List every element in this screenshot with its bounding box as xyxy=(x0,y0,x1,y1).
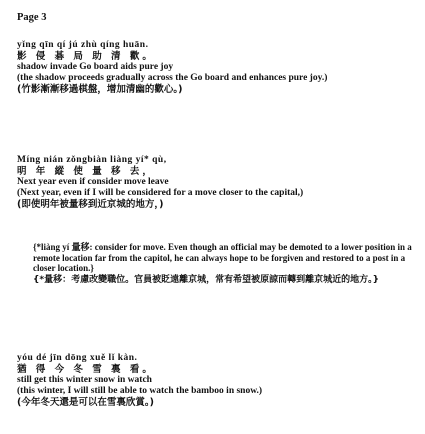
hanzi-line: 明 年 縱 使 量 移 去， xyxy=(17,166,155,177)
gloss-line: Next year even if consider move leave xyxy=(17,177,169,187)
chinese-translation: (竹影漸漸移過棋盤，增加清幽的歡心。) xyxy=(17,83,183,95)
page-label: Page 3 xyxy=(17,12,47,23)
footnote-chinese: {*量移：考慮改變職位。官員被貶遠離京城，常有希望被原諒而轉到離京城近的地方。} xyxy=(33,274,380,285)
footnote-english: {*liàng yí 量移: consider for move. Even though an official may be demoted to a lower position in a remote location far from the capitol, he can always hope to be forgiven and restored to a post in a closer location.} xyxy=(33,242,412,273)
chinese-translation: (即使明年被量移到近京城的地方，) xyxy=(17,198,164,210)
gloss-line: shadow invade Go board aids pure joy xyxy=(17,62,174,72)
pinyin-line: Míng nián zǒngbiàn liàng yí* qù, xyxy=(17,155,167,165)
english-translation: (the shadow proceeds gradually across the Go board and enhances pure joy.) xyxy=(17,73,328,83)
gloss-line: still get this winter snow in watch xyxy=(17,375,152,385)
pinyin-line: yǐng qīn qí jú zhù qíng huān. xyxy=(17,40,149,50)
english-translation: (this winter, I will still be able to watch the bamboo in snow.) xyxy=(17,386,263,396)
english-translation: (Next year, even if I will be considered for a move closer to the capital,) xyxy=(17,188,304,198)
stanza-shadow xyxy=(17,40,412,95)
footnote-block xyxy=(33,242,413,286)
hanzi-line: 影 侵 碁 局 助 清 歡。 xyxy=(17,51,155,62)
stanza-winter xyxy=(17,353,412,408)
hanzi-line: 猶 得 今 冬 雪 裏 看。 xyxy=(17,364,155,375)
chinese-translation: (今年冬天還是可以在雪裏欣賞。) xyxy=(17,396,154,408)
stanza-next-year xyxy=(17,155,412,210)
pinyin-line: yóu dé jīn dōng xuě lǐ kàn. xyxy=(17,353,138,363)
